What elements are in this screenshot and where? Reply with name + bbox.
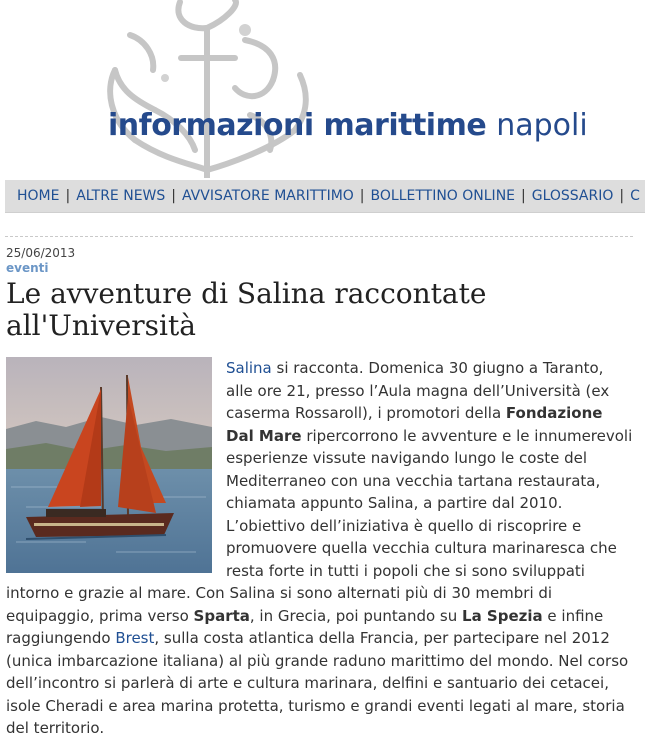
nav-separator: |: [171, 188, 176, 204]
nav-avvisatore-marittimo[interactable]: AVVISATORE MARITTIMO: [182, 188, 354, 204]
nav-glossario[interactable]: GLOSSARIO: [531, 188, 614, 204]
logo-city-text: napoli: [496, 108, 588, 143]
article-text-2: ripercorrono le avventure e le innumerevoli esperienze vissute navigando lungo le coste del Mediterraneo con una vecchia tartana restaurata, chiamata appunto Salina, a partire dal 2010. L’obiettivo dell’iniziativa è quello di riscoprire e promuovere quella vecchia cultura marinaresca che resta forte in tutti i popoli che si sono sviluppati intorno e grazie al mare. Con Salina si sono alternati più di 30 membri di equipaggio, prima verso: [6, 426, 633, 625]
nav-separator: |: [521, 188, 526, 204]
site-logo[interactable]: [108, 106, 588, 146]
logo-main-text: informazioni marittime: [108, 108, 487, 143]
article-text-4: e infine raggiungendo: [6, 606, 604, 647]
masthead: [0, 0, 645, 178]
sailboat-photo: [6, 357, 212, 573]
nav-bollettino-online[interactable]: BOLLETTINO ONLINE: [370, 188, 516, 204]
link-brest[interactable]: Brest: [115, 629, 155, 647]
article-title: Le avventure di Salina raccontate all'Università: [6, 277, 487, 342]
article-text-1: si racconta. Domenica 30 giugno a Taranto, alle ore 21, presso l’Aula magna dell’Università (ex caserma Rossaroll), i promotori della: [226, 359, 610, 422]
nav-truncated-item[interactable]: C: [630, 188, 640, 204]
nav-separator: |: [359, 188, 365, 204]
article-text-3: , in Grecia, poi puntando su: [249, 606, 463, 625]
nav-home[interactable]: HOME: [17, 188, 60, 204]
section-divider: [5, 236, 633, 237]
nav-altre-news[interactable]: ALTRE NEWS: [76, 188, 166, 204]
article-body: [6, 357, 634, 740]
bold-fondazione: Fondazione Dal Mare: [226, 404, 603, 445]
nav-separator: |: [65, 188, 71, 204]
nav-separator: |: [619, 188, 625, 204]
bold-sparta: Sparta: [193, 606, 250, 625]
article-text-5: , sulla costa atlantica della Francia, per partecipare nel 2012 (unica imbarcazione italiana) al più grande raduno marittimo del mondo. Nel corso dell’incontro si parlerà di arte e cultura marinara, delfini e santuario dei cetacei, isole Cheradi e area marina protetta, turismo e grandi eventi legati al mare, storia del territorio.: [6, 629, 629, 737]
article-category[interactable]: eventi: [6, 261, 49, 275]
article-date: 25/06/2013: [6, 246, 76, 260]
link-salina[interactable]: Salina: [226, 359, 272, 377]
bold-la-spezia: La Spezia: [462, 606, 543, 625]
anchor-neptune-icon: [95, 0, 325, 178]
main-navbar: [5, 180, 645, 213]
